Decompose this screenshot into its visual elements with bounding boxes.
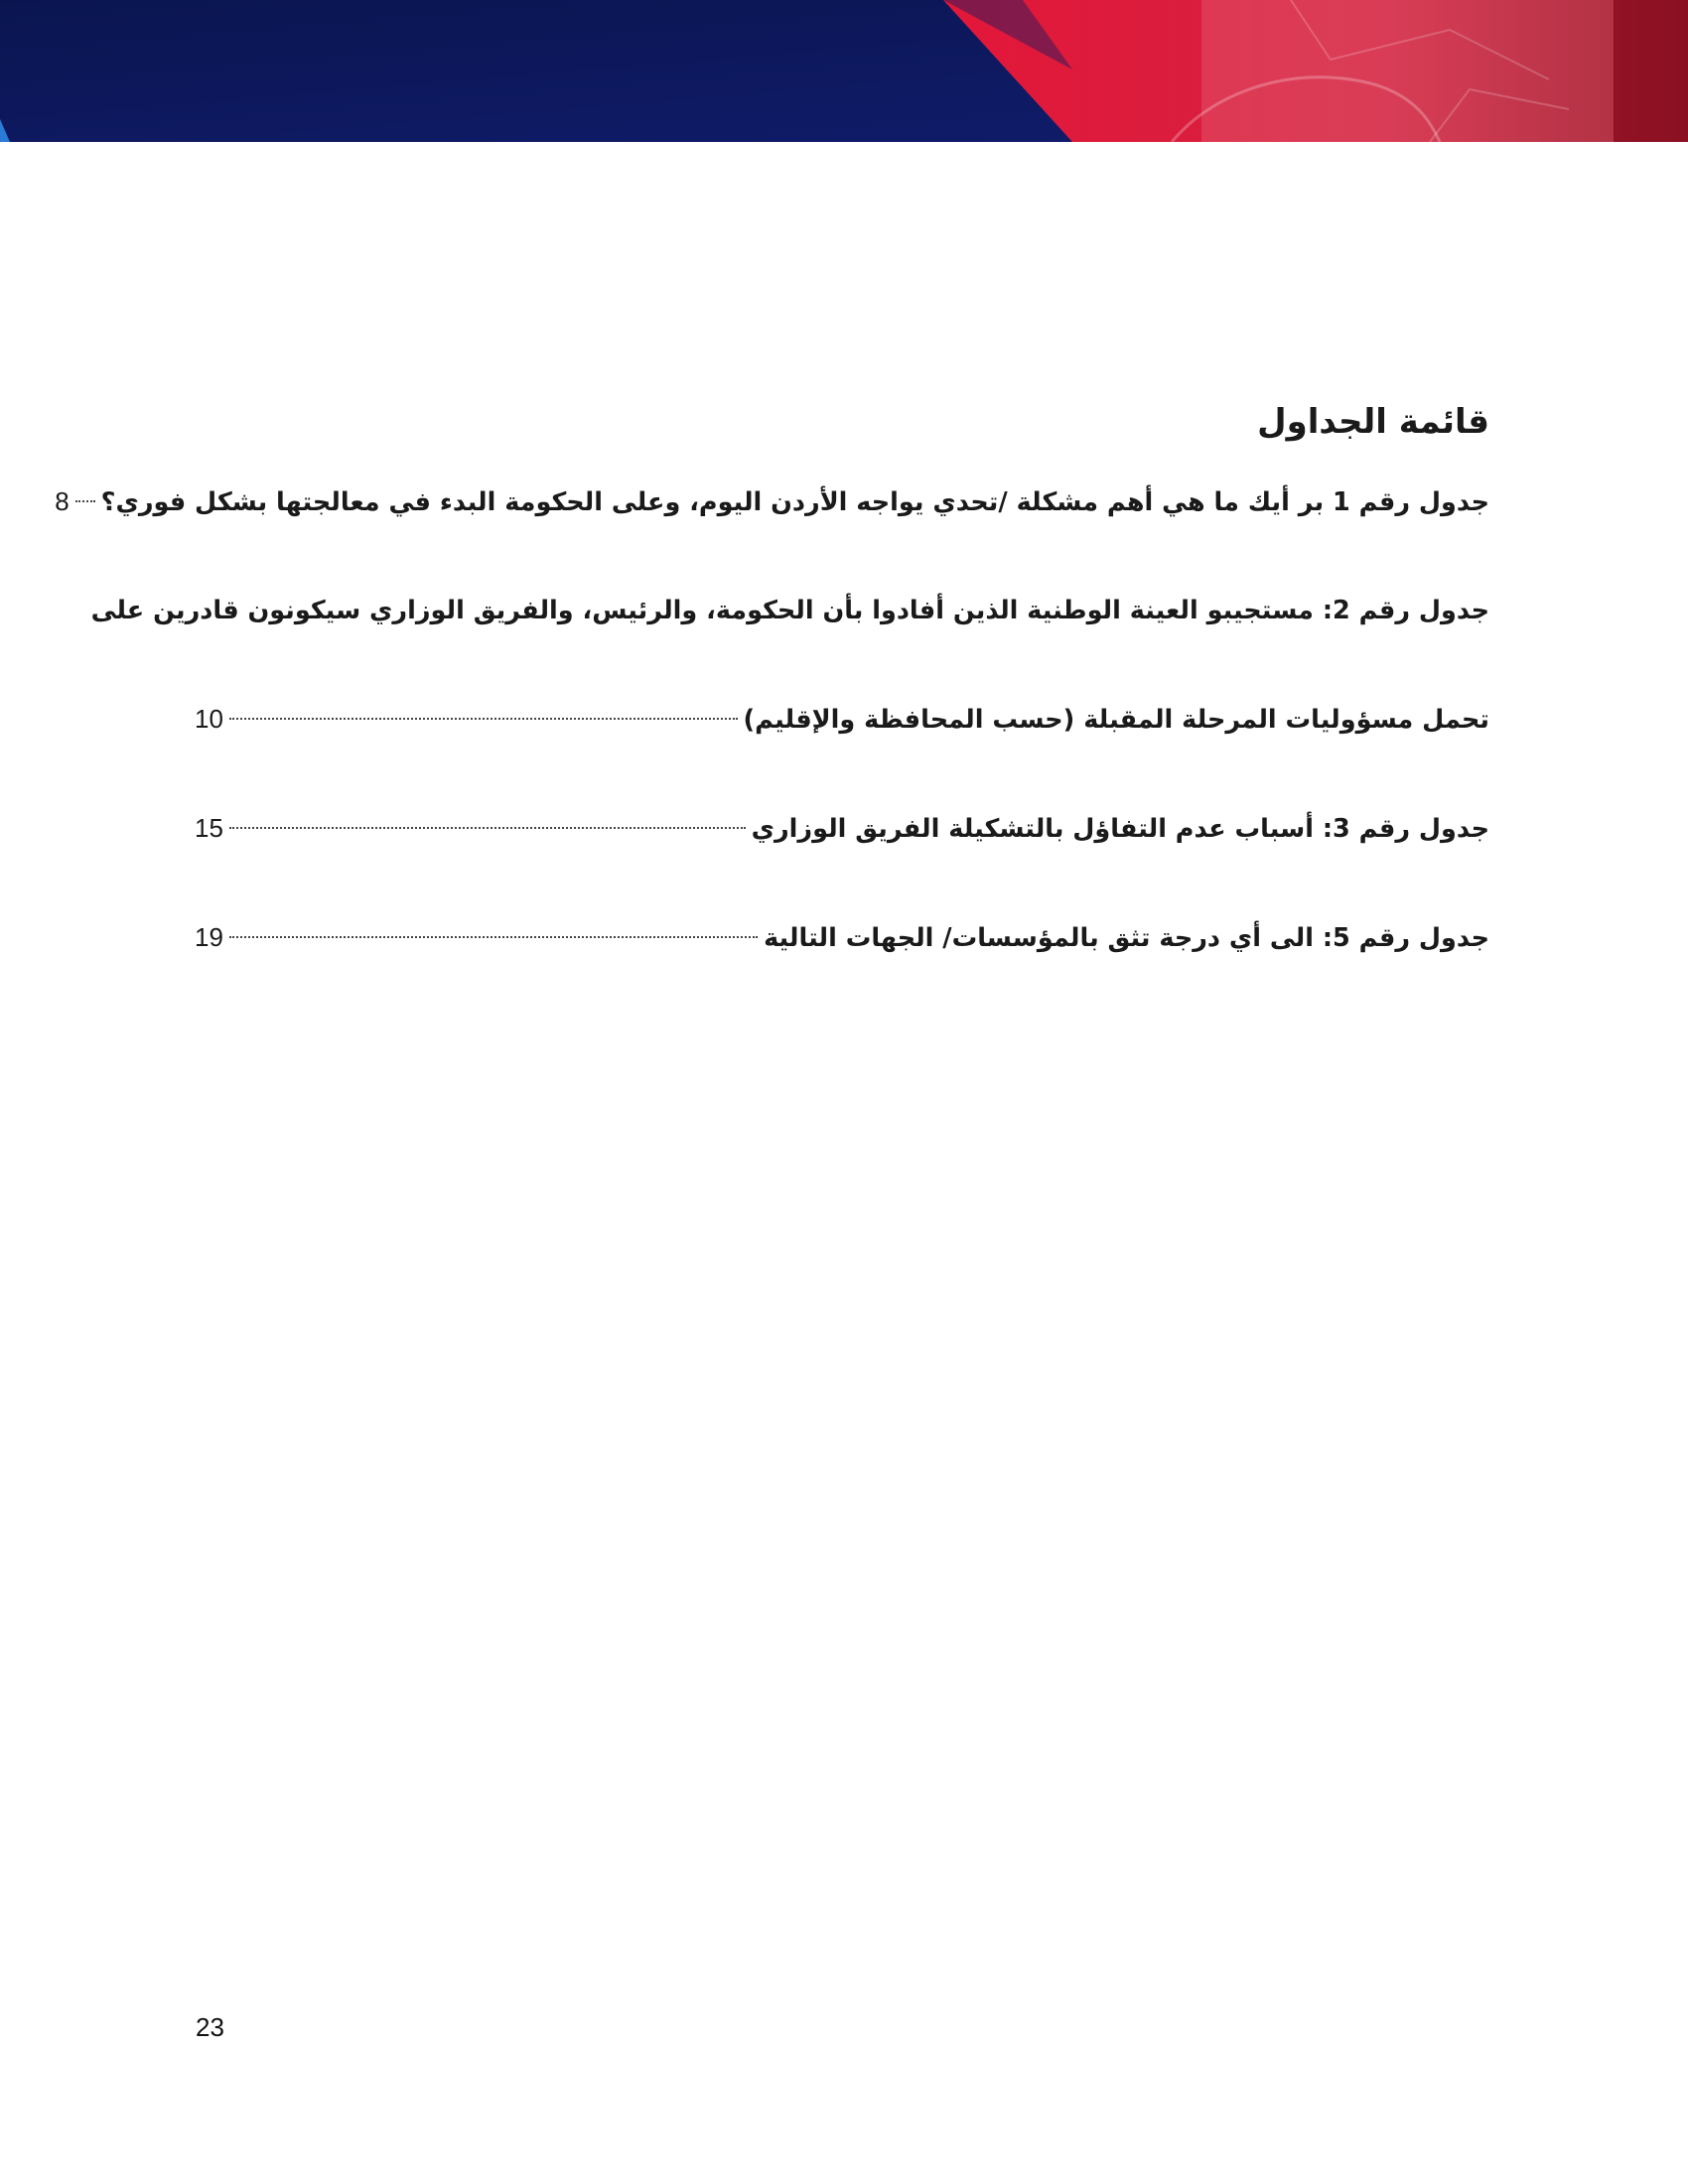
toc-entry-label: جدول رقم 1 بر أيك ما هي أهم مشكلة /تحدي يواجه الأردن اليوم، وعلى الحكومة البدء في معالجتها بشكل فوري؟: [100, 487, 1489, 517]
toc-entry-page: 19: [195, 922, 223, 952]
footer-page-number: 23: [196, 2012, 224, 2042]
toc-entry-label: جدول رقم 5: الى أي درجة تثق بالمؤسسات/ الجهات التالية: [764, 923, 1489, 953]
toc-title: قائمة الجداول: [1257, 402, 1489, 442]
toc-entry-4[interactable]: [195, 917, 1489, 958]
toc-entry-label-line2: تحمل مسؤوليات المرحلة المقبلة (حسب المحافظة والإقليم): [743, 705, 1489, 735]
toc-entry-1[interactable]: [55, 481, 1489, 522]
dot-leader: [75, 500, 95, 502]
dot-leader: [229, 936, 758, 938]
dot-leader: [229, 718, 738, 720]
toc-entry-page: 15: [195, 813, 223, 843]
toc-entry-page: 8: [55, 486, 70, 516]
header-banner: [0, 0, 1688, 142]
toc-entry-label-line1: جدول رقم 2: مستجيبو العينة الوطنية الذين أفادوا بأن الحكومة، والرئيس، والفريق الوزاري سيكونون قادرين على: [90, 596, 1489, 625]
table-of-tables: [55, 392, 1489, 1026]
toc-entry-3[interactable]: [195, 808, 1489, 849]
dot-leader: [229, 827, 746, 829]
toc-entry-label: جدول رقم 3: أسباب عدم التفاؤل بالتشكيلة الفريق الوزاري: [751, 814, 1489, 844]
toc-entry-page: 10: [195, 704, 223, 734]
toc-entry-2-last-line: [195, 699, 1489, 740]
toc-entry-2[interactable]: [90, 591, 1489, 740]
